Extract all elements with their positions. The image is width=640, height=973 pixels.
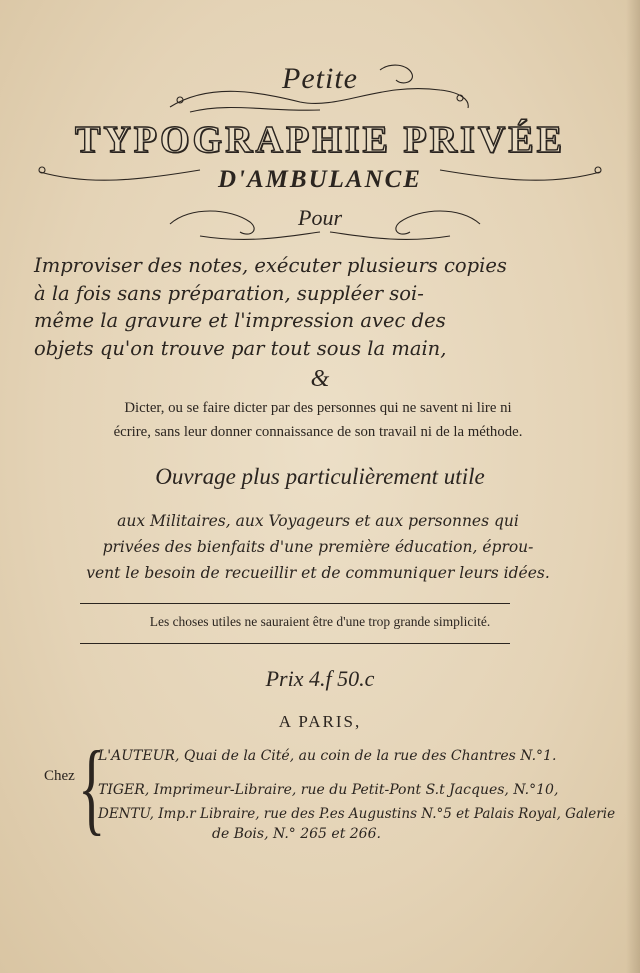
publisher-tiger: TIGER, Imprimeur-Libraire, rue du Petit-Pont S.t Jacques, N.°10, (98, 782, 559, 798)
publisher-dentu-cont: de Bois, N.° 265 et 266. (212, 826, 381, 842)
maxim: Les choses utiles ne sauraient être d'une trop grande simplicité. (149, 614, 491, 629)
purpose-line: même la gravure et l'impression avec des (34, 309, 446, 332)
publisher-auteur: L'AUTEUR, Quai de la Cité, au coin de la rue des Chantres N.°1. (98, 748, 557, 764)
chez-label: Chez (44, 768, 75, 784)
audience-line: privées des bienfaits d'une première éducation, éprou- (102, 538, 534, 556)
title-ambulance: D'AMBULANCE (218, 166, 422, 193)
top-rule (80, 603, 510, 604)
title-main: TYPOGRAPHIE PRIVÉE (75, 119, 565, 161)
publisher-dentu: DENTU, Imp.r Libraire, rue des P.es Augustins N.°5 et Palais Royal, Galerie (98, 806, 616, 822)
ouvrage-heading: Ouvrage plus particulièrement utile (155, 464, 485, 489)
dictation-paragraph (38, 396, 598, 444)
ampersand: & (310, 366, 330, 392)
purpose-line: à la fois sans préparation, suppléer soi- (34, 281, 424, 305)
dictation-line: Dicter, ou se faire dicter par des personnes qui ne savent ni lire ni (124, 400, 512, 416)
title-pour: Pour (298, 205, 342, 230)
bottom-rule (80, 643, 510, 644)
dictation-line: écrire, sans leur donner connaissance de son travail ni de la méthode. (113, 424, 523, 440)
audience-line: vent le besoin de recueillir et de communiquer leurs idées. (86, 564, 550, 582)
city: A PARIS, (278, 712, 362, 731)
publisher-brace: { (78, 730, 106, 845)
purpose-line: objets qu'on trouve par tout sous la main, (34, 336, 447, 360)
audience-paragraph (58, 508, 578, 586)
title-petite: Petite (282, 62, 358, 95)
purpose-line: Improviser des notes, exécuter plusieurs copies (34, 254, 507, 277)
audience-line: aux Militaires, aux Voyageurs et aux personnes qui (117, 512, 519, 530)
price: Prix 4.f 50.c (265, 666, 375, 691)
purpose-paragraph (34, 252, 606, 362)
